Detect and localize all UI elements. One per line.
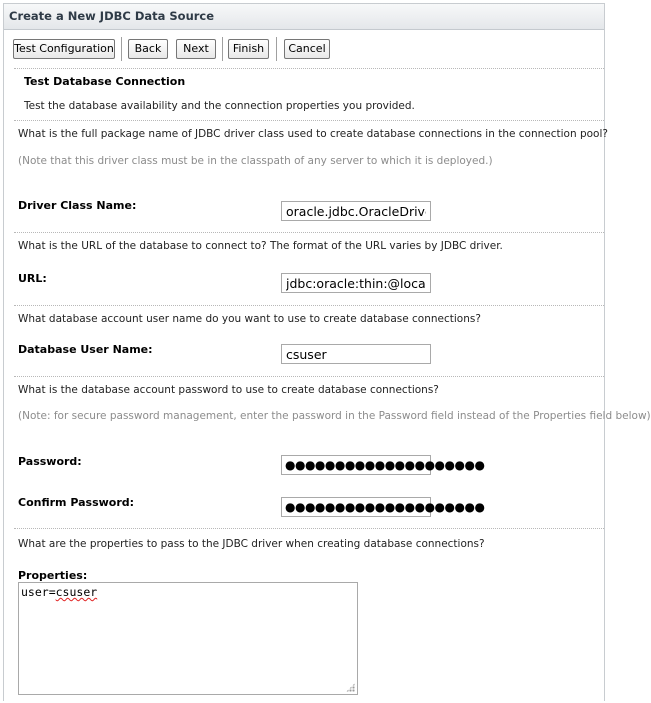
section-title: Test Database Connection	[24, 75, 186, 88]
url-input[interactable]	[281, 273, 431, 293]
user-name-label: Database User Name:	[18, 343, 153, 356]
password-label: Password:	[18, 455, 82, 468]
properties-label: Properties:	[18, 569, 88, 582]
url-label: URL:	[18, 272, 47, 285]
jdbc-data-source-panel	[3, 3, 651, 701]
properties-question: What are the properties to pass to the JDBC driver when creating database connections?	[18, 538, 485, 550]
properties-textarea[interactable]	[18, 582, 358, 695]
divider	[14, 120, 604, 121]
confirm-password-label: Confirm Password:	[18, 496, 135, 509]
confirm-password-input[interactable]: ●●●●●●●●●●●●●●●●●●●●	[281, 497, 431, 517]
password-input[interactable]: ●●●●●●●●●●●●●●●●●●●●	[281, 455, 431, 475]
url-question: What is the URL of the database to connect to? The format of the URL varies by JDBC driver.	[18, 240, 503, 252]
user-name-input[interactable]	[281, 344, 431, 364]
divider	[14, 376, 604, 377]
password-question: What is the database account password to use to create database connections?	[18, 384, 439, 396]
test-configuration-button[interactable]: Test Configuration	[13, 39, 115, 59]
divider	[14, 305, 604, 306]
wizard-toolbar	[4, 39, 604, 63]
toolbar-separator	[222, 37, 223, 61]
divider	[14, 68, 604, 69]
toolbar-separator	[121, 37, 122, 61]
next-button[interactable]: Next	[176, 39, 216, 59]
back-button[interactable]: Back	[128, 39, 168, 59]
section-description: Test the database availability and the connection properties you provided.	[24, 100, 415, 112]
driver-class-label: Driver Class Name:	[18, 199, 137, 212]
divider	[14, 528, 604, 529]
password-note: (Note: for secure password management, enter the password in the Password field instead of the Properties field below)	[18, 410, 651, 422]
panel-title: Create a New JDBC Data Source	[4, 4, 604, 30]
properties-value: csuser	[55, 585, 98, 599]
properties-key: user=	[21, 585, 56, 599]
toolbar-separator	[276, 37, 277, 61]
user-question: What database account user name do you want to use to create database connections?	[18, 313, 481, 325]
cancel-button[interactable]: Cancel	[284, 39, 330, 59]
driver-question: What is the full package name of JDBC driver class used to create database connections in the connection pool?	[18, 128, 608, 140]
driver-note: (Note that this driver class must be in the classpath of any server to which it is deployed.)	[18, 155, 493, 167]
driver-class-input[interactable]	[281, 201, 431, 221]
resize-grip-icon[interactable]	[346, 683, 355, 692]
finish-button[interactable]: Finish	[228, 39, 269, 59]
divider	[14, 232, 604, 233]
